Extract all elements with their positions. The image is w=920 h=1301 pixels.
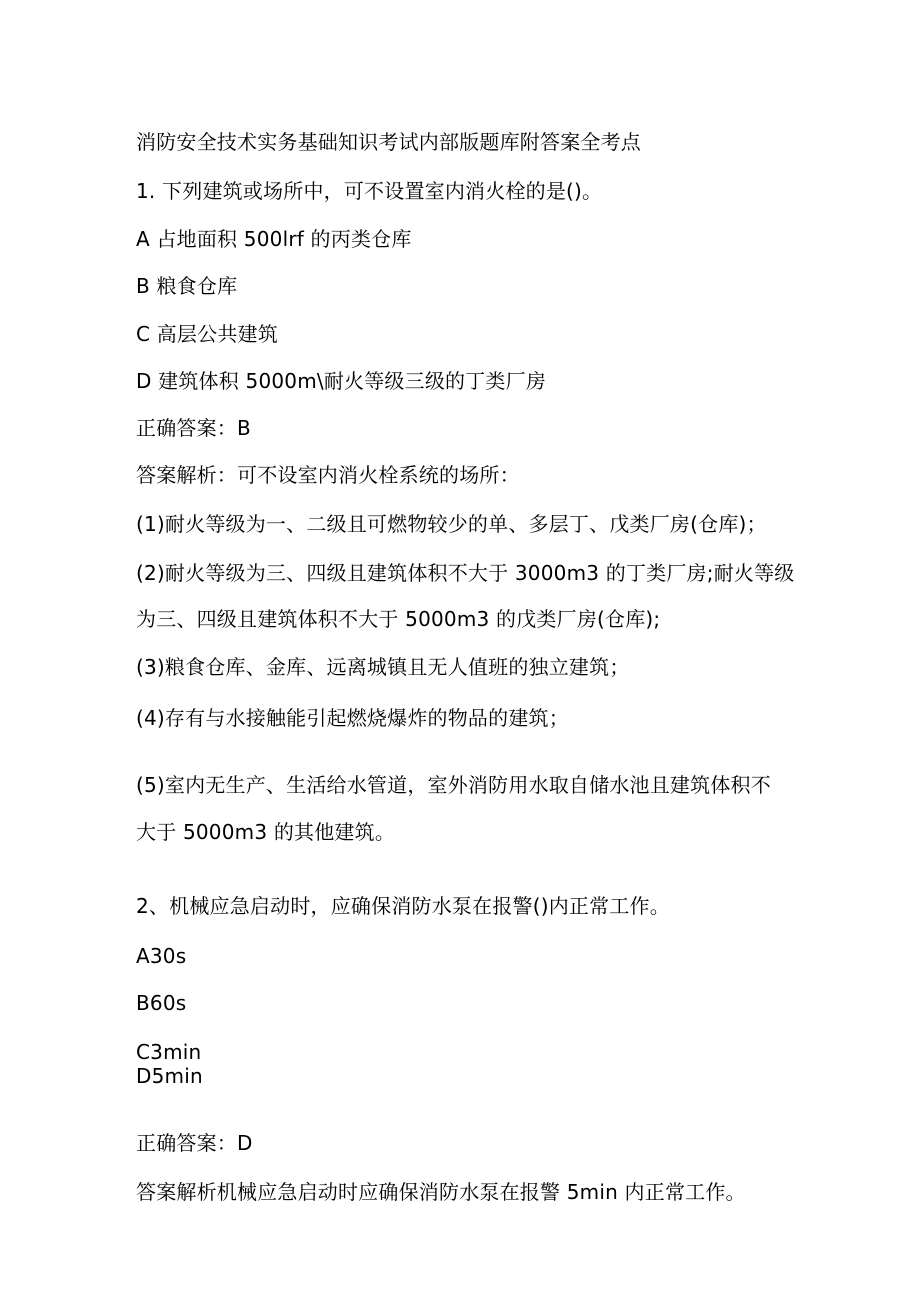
question-1-analysis-item-5: (5)室内无生产、生活给水管道，室外消防用水取自储水池且建筑体积不 bbox=[136, 773, 771, 797]
question-1-option-b: B 粮食仓库 bbox=[136, 274, 238, 298]
question-2-analysis: 答案解析机械应急启动时应确保消防水泵在报警 5min 内正常工作。 bbox=[136, 1180, 746, 1204]
question-1-analysis-item-5-cont: 大于 5000m3 的其他建筑。 bbox=[136, 820, 396, 844]
question-1-answer: 正确答案：B bbox=[136, 416, 251, 440]
question-1-analysis-intro: 答案解析：可不设室内消火栓系统的场所： bbox=[136, 463, 520, 487]
question-1-analysis-item-1: (1)耐火等级为一、二级且可燃物较少的单、多层丁、戊类厂房(仓库)； bbox=[136, 512, 767, 536]
question-2-option-a: A30s bbox=[136, 944, 187, 968]
question-1-stem: 1. 下列建筑或场所中，可不设置室内消火栓的是()。 bbox=[136, 179, 603, 203]
question-2-stem: 2、机械应急启动时，应确保消防水泵在报警()内正常工作。 bbox=[136, 894, 670, 918]
question-1-analysis-item-2: (2)耐火等级为三、四级且建筑体积不大于 3000m3 的丁类厂房;耐火等级 bbox=[136, 561, 795, 585]
question-1-option-d: D 建筑体积 5000m\耐火等级三级的丁类厂房 bbox=[136, 369, 547, 393]
question-2-option-c: C3min bbox=[136, 1040, 202, 1064]
question-1-analysis-item-3: (3)粮食仓库、金库、远离城镇且无人值班的独立建筑； bbox=[136, 655, 630, 679]
question-1-option-a: A 占地面积 500lrf 的丙类仓库 bbox=[136, 227, 412, 251]
question-1-option-c: C 高层公共建筑 bbox=[136, 322, 278, 346]
question-2-answer: 正确答案：D bbox=[136, 1131, 253, 1155]
question-1-analysis-item-2-cont: 为三、四级且建筑体积不大于 5000m3 的戊类厂房(仓库); bbox=[136, 607, 661, 631]
question-1-analysis-item-4: (4)存有与水接触能引起燃烧爆炸的物品的建筑； bbox=[136, 706, 569, 730]
document-title: 消防安全技术实务基础知识考试内部版题库附答案全考点 bbox=[136, 130, 641, 154]
question-2-option-b: B60s bbox=[136, 991, 187, 1015]
question-2-option-d: D5min bbox=[136, 1064, 203, 1088]
